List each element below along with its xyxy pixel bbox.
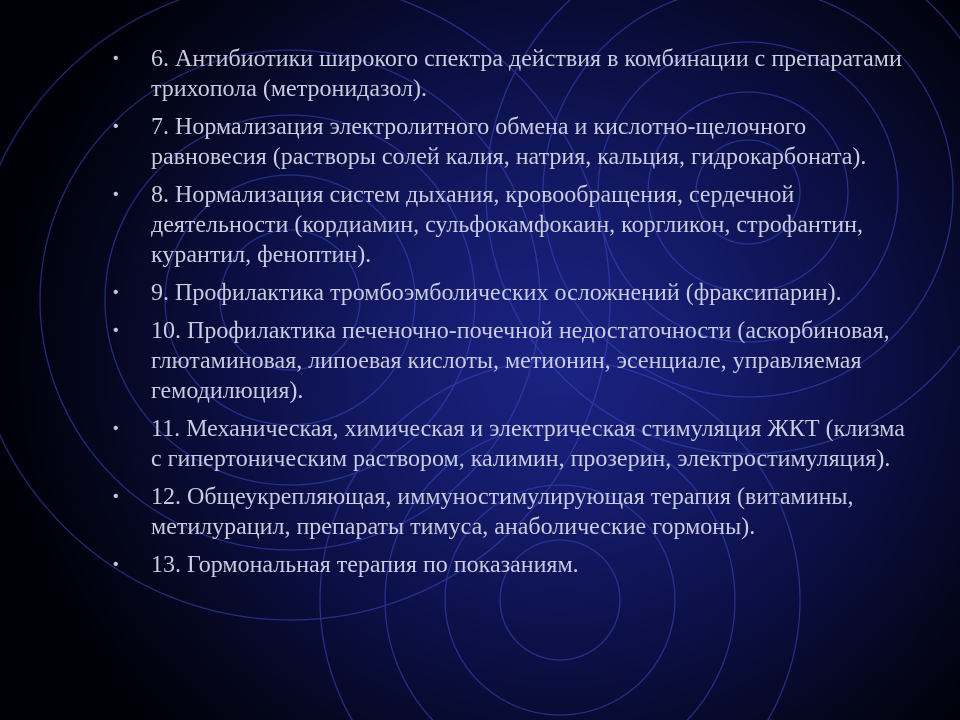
bullet-icon: • (113, 284, 119, 301)
list-item-text: 13. Гормональная терапия по показаниям. (151, 552, 579, 578)
list-item (113, 180, 913, 270)
list-item (113, 278, 913, 308)
list-item-text: 8. Нормализация систем дыхания, кровообращения, сердечной деятельности (кордиамин, сульфокамфокаин, коргликон, строфантин, курантил, феноптин). (151, 182, 863, 268)
list-item (113, 482, 913, 542)
bullet-icon: • (113, 50, 119, 67)
bullet-icon: • (113, 488, 119, 505)
bullet-icon: • (113, 322, 119, 339)
list-item (113, 550, 913, 580)
list-item-text: 7. Нормализация электролитного обмена и кислотно-щелочного равновесия (растворы солей калия, натрия, кальция, гидрокарбоната). (151, 114, 867, 170)
list-item (113, 316, 913, 406)
bullet-icon: • (113, 556, 119, 573)
bullet-icon: • (113, 118, 119, 135)
list-item-text: 11. Механическая, химическая и электрическая стимуляция ЖКТ (клизма с гипертоническим раствором, калимин, прозерин, электростимуляция). (151, 416, 905, 472)
list-item-text: 10. Профилактика печеночно-почечной недостаточности (аскорбиновая, глютаминовая, липоевая кислоты, метионин, эсенциале, управляемая гемодилюция). (151, 318, 890, 404)
list-item (113, 44, 913, 104)
list-item-text: 9. Профилактика тромбоэмболических осложнений (фраксипарин). (151, 280, 842, 306)
bullet-list (113, 44, 913, 588)
list-item (113, 112, 913, 172)
list-item-text: 12. Общеукрепляющая, иммуностимулирующая терапия (витамины, метилурацил, препараты тимуса, анаболические гормоны). (151, 484, 854, 540)
bullet-icon: • (113, 186, 119, 203)
bullet-icon: • (113, 420, 119, 437)
list-item-text: 6. Антибиотики широкого спектра действия в комбинации с препаратами трихопола (метронидазол). (151, 46, 902, 102)
list-item (113, 414, 913, 474)
